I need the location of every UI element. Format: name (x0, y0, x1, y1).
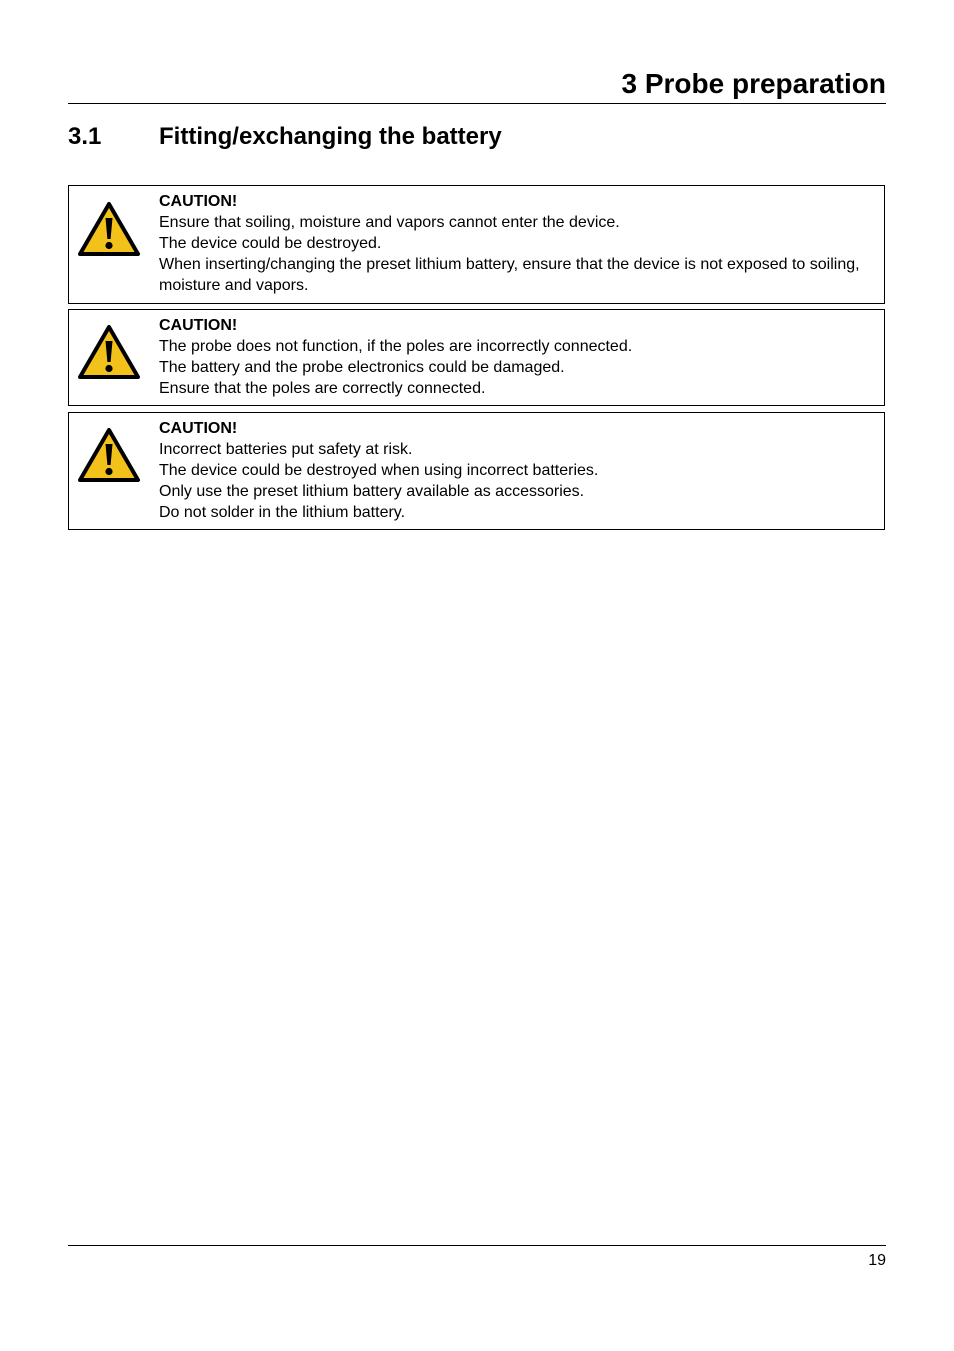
caution-line: When inserting/changing the preset lithium battery, ensure that the device is not exposed to soiling, moisture and vapors. (159, 256, 860, 294)
caution-line: Do not solder in the lithium battery. (159, 504, 406, 521)
caution-text (159, 418, 876, 523)
warning-triangle-icon (77, 324, 141, 380)
warning-triangle-icon (77, 201, 141, 257)
caution-line: Incorrect batteries put safety at risk. (159, 441, 413, 458)
caution-box (68, 185, 885, 304)
caution-box (68, 412, 885, 530)
chapter-title: 3 Probe preparation (621, 68, 886, 99)
caution-text (159, 315, 876, 399)
section-number: 3.1 (68, 123, 102, 150)
caution-line: Ensure that soiling, moisture and vapors cannot enter the device. (159, 214, 620, 231)
caution-line: Only use the preset lithium battery available as accessories. (159, 483, 585, 500)
caution-line: The device could be destroyed when using incorrect batteries. (159, 462, 599, 479)
caution-line: The battery and the probe electronics could be damaged. (159, 359, 565, 376)
section-heading (68, 121, 502, 153)
caution-line: The device could be destroyed. (159, 235, 382, 252)
warning-triangle-icon (77, 427, 141, 483)
caution-line: The probe does not function, if the poles are incorrectly connected. (159, 338, 633, 355)
caution-title: CAUTION! (159, 420, 238, 437)
section-title: Fitting/exchanging the battery (159, 123, 502, 150)
caution-box (68, 309, 885, 406)
header-divider (68, 103, 886, 104)
caution-title: CAUTION! (159, 193, 238, 210)
caution-title: CAUTION! (159, 317, 238, 334)
page-number: 19 (868, 1252, 886, 1269)
caution-line: Ensure that the poles are correctly connected. (159, 380, 486, 397)
footer-divider (68, 1245, 886, 1246)
caution-text (159, 191, 876, 296)
